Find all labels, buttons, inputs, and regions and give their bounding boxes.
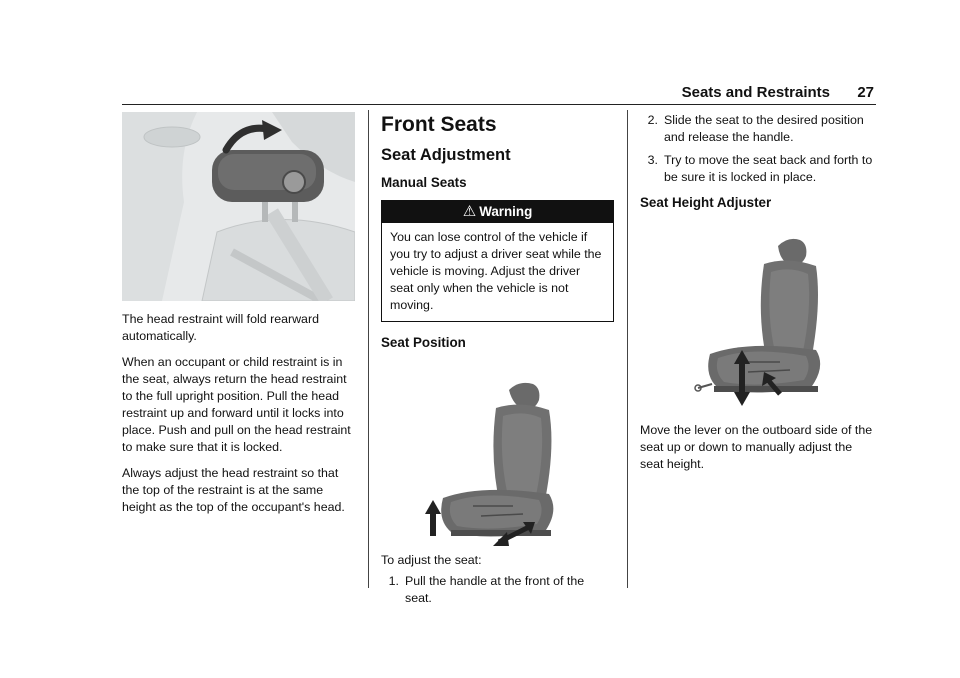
steps-list — [381, 573, 614, 607]
warning-text: You can lose control of the vehicle if you try to adjust a driver seat while the vehicle is moving. Adjust the driver seat only when the vehicle is not moving. — [390, 230, 602, 312]
seat-adjustment-heading: Seat Adjustment — [381, 146, 511, 164]
page-header — [122, 80, 876, 105]
step-number: 2. — [647, 113, 658, 127]
head-restraint-illustration — [122, 112, 355, 301]
step-item — [640, 112, 873, 146]
right-column — [640, 112, 873, 482]
section-title: Seats and Restraints — [681, 84, 830, 101]
paragraph: Always adjust the head restraint so that the top of the restraint is at the same height as the top of the occupant's head. — [122, 466, 345, 514]
warning-triangle-icon: ⚠ — [462, 203, 477, 220]
manual-seats-heading: Manual Seats — [381, 175, 467, 190]
step-number: 3. — [647, 153, 658, 167]
step-number: 1. — [388, 574, 399, 588]
step-text: Pull the handle at the front of the seat. — [405, 574, 585, 605]
warning-box — [381, 200, 614, 322]
middle-column — [381, 112, 614, 613]
paragraph: To adjust the seat: — [381, 553, 482, 567]
paragraph: The head restraint will fold rearward automatically. — [122, 312, 319, 343]
column-divider — [368, 110, 369, 588]
left-column — [122, 112, 355, 525]
step-text: Try to move the seat back and forth to be sure it is locked in place. — [664, 153, 873, 184]
paragraph: Move the lever on the outboard side of the seat up or down to manually adjust the seat height. — [640, 423, 873, 471]
seat-height-illustration — [640, 220, 873, 414]
steps-list — [640, 112, 873, 186]
page-number: 27 — [857, 84, 874, 101]
warning-header — [382, 201, 613, 223]
seat-position-illustration — [381, 360, 614, 546]
step-item — [381, 573, 614, 607]
seat-height-heading: Seat Height Adjuster — [640, 195, 772, 210]
seat-position-heading: Seat Position — [381, 335, 466, 350]
warning-label: Warning — [479, 204, 533, 219]
front-seats-title: Front Seats — [381, 113, 497, 136]
column-divider — [627, 110, 628, 588]
step-item — [640, 152, 873, 186]
step-text: Slide the seat to the desired position and release the handle. — [664, 113, 864, 144]
paragraph: When an occupant or child restraint is in the seat, always return the head restraint to the full upright position. Pull the head restraint up and forward until it locks into place. Push and pull on the head restraint to make sure that it is locked. — [122, 355, 351, 454]
